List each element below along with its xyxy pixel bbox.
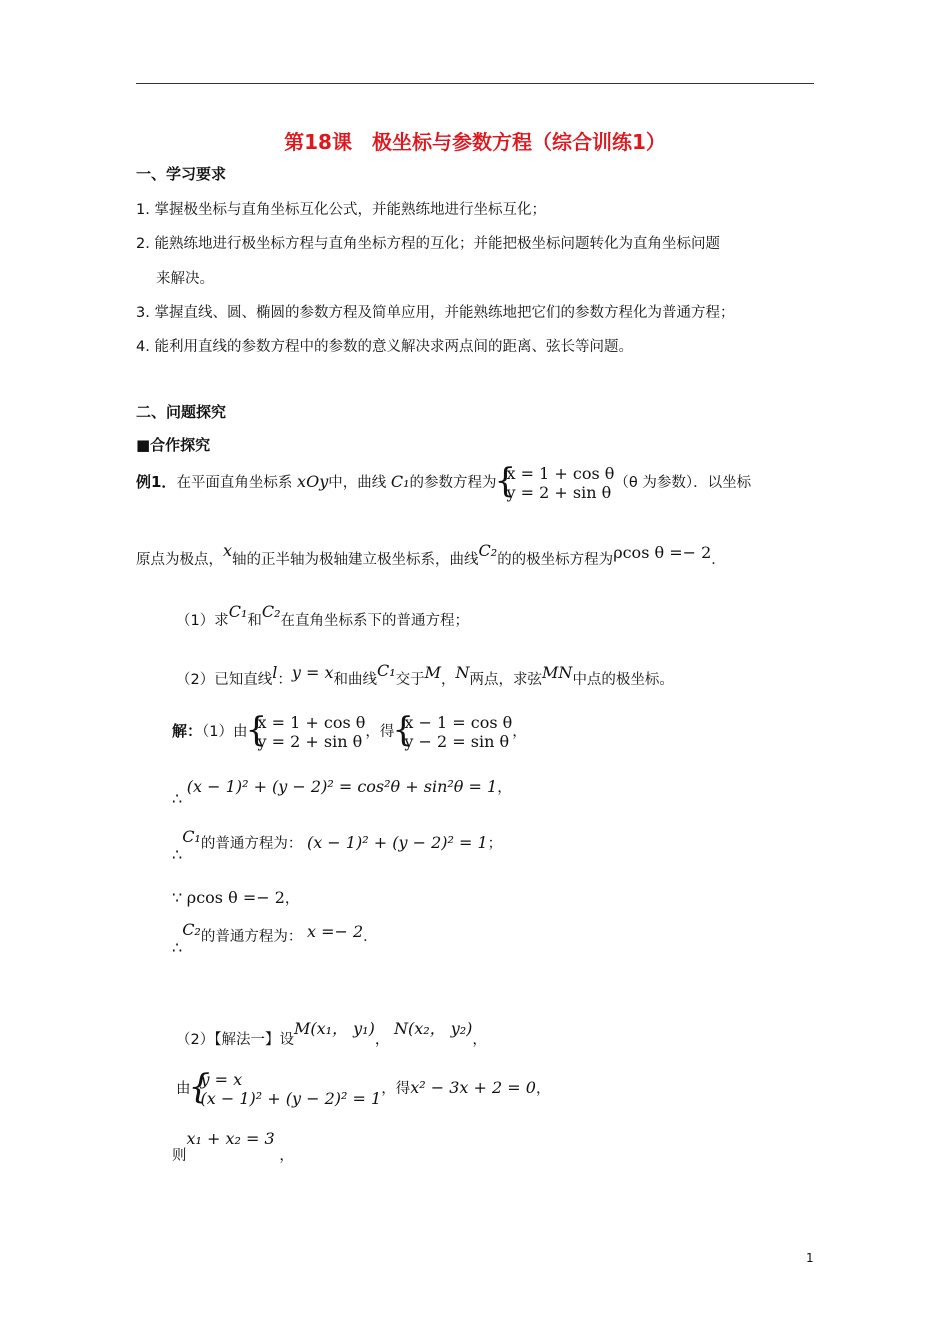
text: ， [535,1081,551,1097]
text: 的的极坐标方程为 [497,552,614,568]
text: ． [363,929,378,945]
method-line-1 [176,1016,487,1048]
system-a: { x = 1 + cos θ y = 2 + sin θ [248,713,366,751]
math-c1: C₁ [390,472,410,491]
text: 和曲线 [333,672,377,688]
text: （2）【解法一】设 [176,1032,294,1048]
question-1 [176,602,470,630]
text: ， [279,1148,294,1164]
text: 两点，求弦 [469,672,543,688]
text: ： [277,672,292,688]
math-point-n: N(x₂， y₂) [393,1019,473,1038]
text: 的参数方程为 [409,475,497,491]
math-x: x [223,541,233,560]
text: （2）已知直线 [176,672,273,688]
text: 由 [176,1081,191,1097]
text: 的普通方程为： [200,836,303,852]
math-c2: C₂ [261,602,281,621]
text: （1）由 [202,724,248,740]
requirement-item-2: 2. 能熟练地进行极坐标方程与直角坐标方程的互化；并能把极坐标问题转化为直角坐标问题 [136,236,720,252]
math-c2: C₂ [478,541,498,560]
math-l: l [272,663,278,682]
system-b: { x − 1 = cos θ y − 2 = sin θ [394,713,512,751]
section-heading-exploration: 二、问题探究 [136,403,227,421]
math-quadratic: x² − 3x + 2 = 0 [410,1078,536,1097]
example-line-1 [136,464,751,502]
section-heading-requirements: 一、学习要求 [136,165,227,183]
text: ， [472,1032,487,1048]
example-line-2 [136,541,726,569]
text: ，得 [381,1081,411,1097]
math-xoy: xOy [297,472,329,491]
requirement-item-4: 4. 能利用直线的参数方程中的参数的意义解决求两点间的距离、弦长等问题。 [136,339,633,355]
solution-label: 解： [172,722,203,740]
text: 原点为极点， [136,552,223,568]
math-polar-eq: ρcos θ =− 2 [613,543,712,562]
text: 则 [172,1148,187,1164]
math-m: M [424,663,442,682]
therefore-symbol: ∴ [172,789,183,808]
solution-line-5 [172,920,378,957]
therefore-symbol: ∴ [172,845,183,864]
system-c: { y = x (x − 1)² + (y − 2)² = 1 [191,1070,382,1108]
math-mn: MN [542,663,573,682]
text: ． [711,552,726,568]
math-line-eq: y = x [291,663,334,682]
text: 和 [247,613,262,629]
math-sum: x₁ + x₂ = 3 [186,1129,275,1148]
solution-line-4 [172,887,299,908]
math-c1: C₁ [228,602,248,621]
solution-line-3 [172,827,503,864]
text: 轴的正半轴为极轴建立极坐标系，曲线 [232,552,479,568]
page-title: 第18课 极坐标与参数方程（综合训练1） [284,130,666,154]
method-line-3 [172,1128,294,1164]
text: 在直角坐标系下的普通方程； [280,613,470,629]
math-n: N [455,663,470,682]
text: （θ 为参数）．以坐标 [614,475,752,491]
solution-line-1 [172,713,527,751]
requirement-item-3: 3. 掌握直线、圆、椭圆的参数方程及简单应用，并能熟练地把它们的参数方程化为普通方程； [136,305,735,321]
text: ， [374,1032,390,1048]
text: 中，曲线 [328,475,387,491]
solution-line-2 [172,776,512,808]
text: ， [441,672,456,688]
text: 的普通方程为： [200,929,303,945]
text: ，得 [365,724,395,740]
text: 交于 [395,672,425,688]
requirement-item-1: 1. 掌握极坐标与直角坐标互化公式，并能熟练地进行坐标互化； [136,202,546,218]
subsection-cooperative: ■合作探究 [136,436,211,454]
text: ， [497,780,512,796]
method-line-2 [176,1070,550,1108]
page-number: 1 [806,1251,814,1265]
question-2 [176,661,674,689]
example-label: 例1． [136,473,177,491]
text: 中点的极坐标。 [572,672,674,688]
text: ， [512,724,527,740]
therefore-symbol: ∴ [172,938,183,957]
math-identity: (x − 1)² + (y − 2)² = cos²θ + sin²θ = 1 [186,777,498,796]
math-c1: C₁ [377,661,396,680]
math-c2: C₂ [182,920,201,939]
math-c2-equation: x =− 2 [306,922,364,941]
math-c1-equation: (x − 1)² + (y − 2)² = 1 [306,833,488,852]
requirement-item-2-cont: 来解决。 [156,271,214,287]
header-rule [136,83,814,84]
math-polar-eq: ρcos θ =− 2 [186,888,285,907]
because-symbol: ∵ [172,888,183,907]
text: 在平面直角坐标系 [176,475,293,491]
text: （1）求 [176,613,229,629]
math-c1: C₁ [182,827,201,846]
text: ， [284,891,300,907]
parametric-system: { x = 1 + cos θ y = 2 + sin θ [497,464,615,502]
math-point-m: M(x₁， y₁) [293,1019,375,1038]
text: ； [487,836,503,852]
